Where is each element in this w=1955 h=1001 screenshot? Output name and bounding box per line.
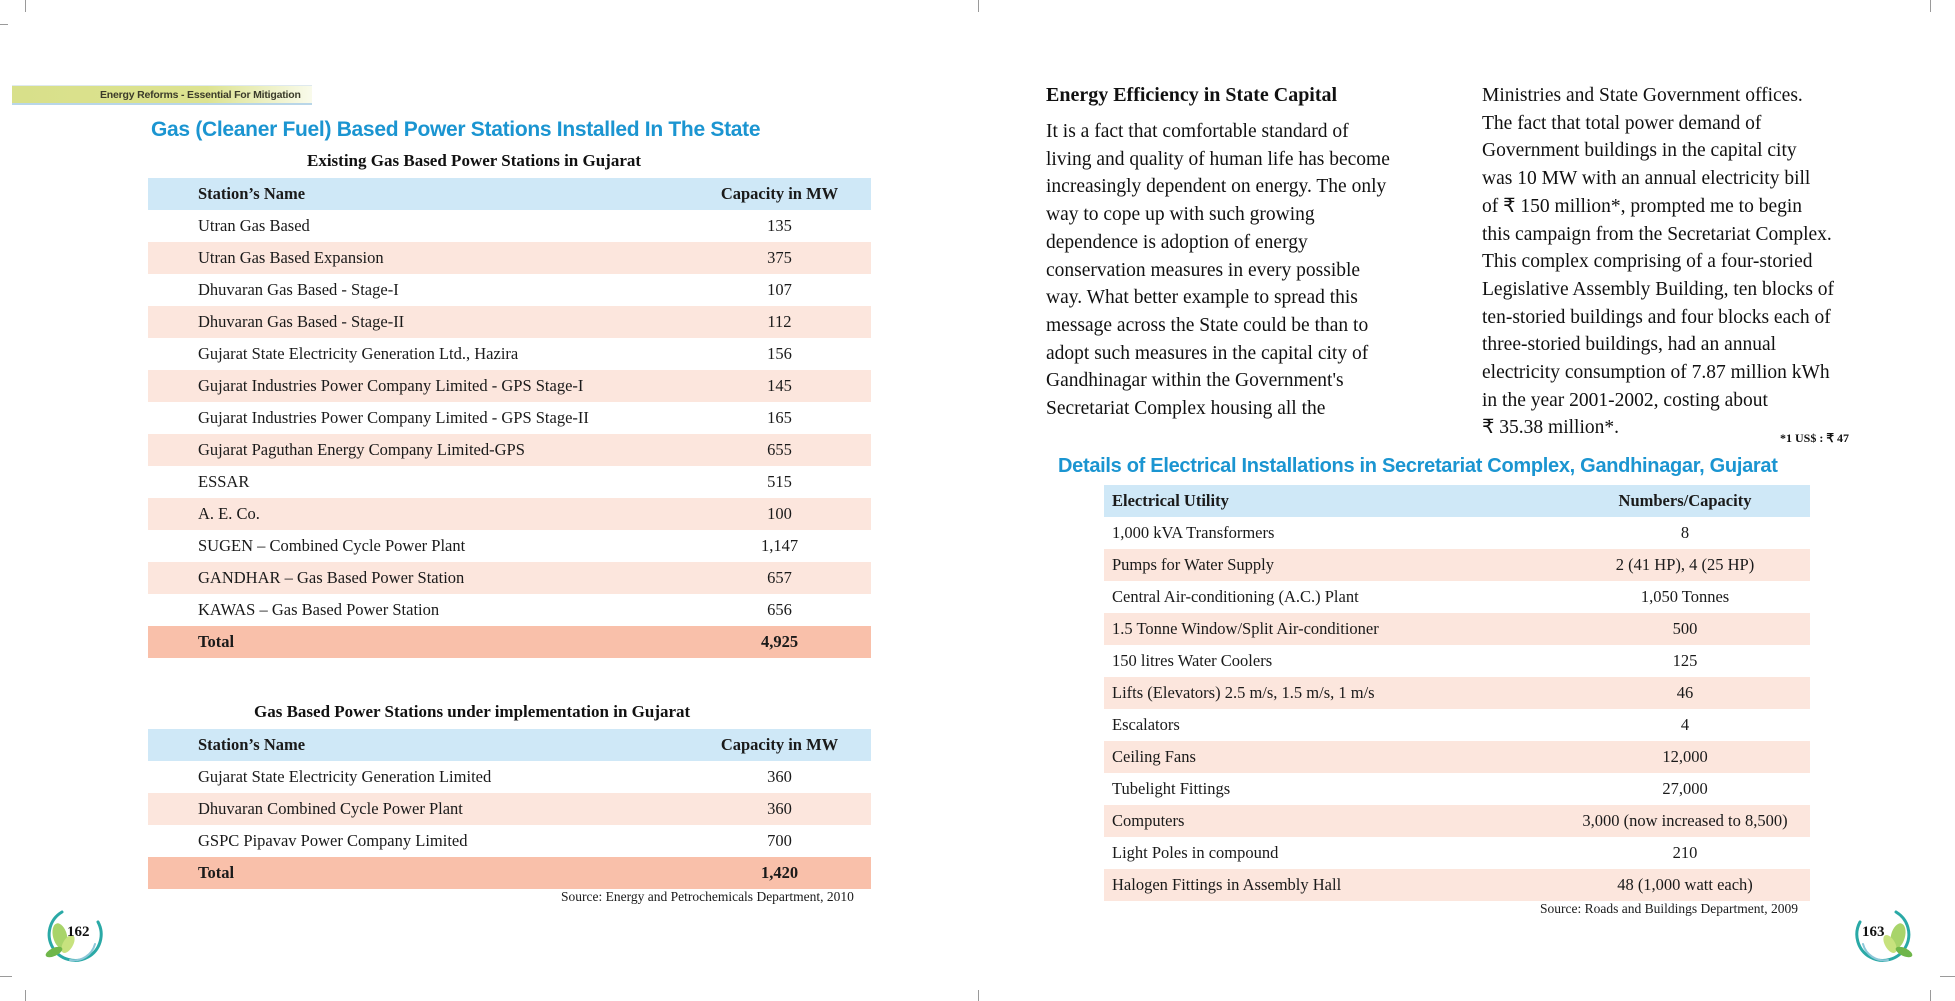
station-capacity: 360 xyxy=(767,767,792,786)
text-line: adopt such measures in the capital city of xyxy=(1046,342,1369,364)
utility-name: Central Air-conditioning (A.C.) Plant xyxy=(1112,587,1359,606)
crop-mark xyxy=(1930,990,1931,1001)
station-name: Dhuvaran Gas Based - Stage-II xyxy=(148,306,688,338)
utility-name: Halogen Fittings in Assembly Hall xyxy=(1104,869,1560,901)
utility-name: Tubelight Fittings xyxy=(1112,779,1231,798)
utility-value: 48 (1,000 watt each) xyxy=(1560,869,1810,901)
text-line: increasingly dependent on energy. The only xyxy=(1046,176,1387,198)
page-number-badge xyxy=(40,900,110,970)
currency-footnote: *1 US$ : ₹ 47 xyxy=(1780,431,1849,445)
station-name: Gujarat Industries Power Company Limited - GPS Stage-II xyxy=(198,408,589,427)
text-line: conservation measures in every possible xyxy=(1046,259,1361,281)
utility-name: 1,000 kVA Transformers xyxy=(1112,523,1275,542)
table-row xyxy=(1104,581,1810,613)
implementation-stations-table xyxy=(148,729,871,889)
utility-name: Ceiling Fans xyxy=(1104,741,1560,773)
station-name: Gujarat State Electricity Generation Ltd., Hazira xyxy=(198,344,519,363)
section-title: Gas (Cleaner Fuel) Based Power Stations Installed In The State xyxy=(151,118,761,141)
page-number: 162 xyxy=(67,924,90,940)
existing-table-caption: Existing Gas Based Power Stations in Gujarat xyxy=(307,151,642,170)
station-name: GSPC Pipavav Power Company Limited xyxy=(198,831,468,850)
table-row xyxy=(148,274,871,306)
text-line: this campaign from the Secretariat Complex. xyxy=(1482,223,1832,245)
crop-mark xyxy=(978,990,979,1001)
text-line: message across the State could be than to xyxy=(1046,314,1369,336)
utility-value: 500 xyxy=(1560,613,1810,645)
table-header-row xyxy=(148,729,871,761)
station-name: Gujarat State Electricity Generation Limited xyxy=(198,767,492,786)
text-line: ten-storied buildings and four blocks each of xyxy=(1482,306,1831,328)
text-line: electricity consumption of 7.87 million kWh xyxy=(1482,362,1830,384)
article-heading: Energy Efficiency in State Capital xyxy=(1046,84,1338,106)
table-row xyxy=(1104,517,1810,549)
table-row xyxy=(148,338,871,370)
column-header-station: Station’s Name xyxy=(148,178,688,210)
right-source-note: Source: Roads and Buildings Department, 2009 xyxy=(1540,901,1798,916)
table-row xyxy=(1104,613,1810,645)
utility-value: 4 xyxy=(1680,715,1690,734)
column-header-capacity: Numbers/Capacity xyxy=(1560,485,1810,517)
total-label: Total xyxy=(148,857,688,889)
text-line: Secretariat Complex housing all the xyxy=(1046,398,1326,420)
crop-mark xyxy=(0,976,12,977)
text-line: The fact that total power demand of xyxy=(1482,112,1762,134)
table-header-row xyxy=(1104,485,1810,517)
table-row xyxy=(148,530,871,562)
utility-name: 1.5 Tonne Window/Split Air-conditioner xyxy=(1104,613,1560,645)
station-capacity: 135 xyxy=(767,216,792,235)
utility-name: Lifts (Elevators) 2.5 m/s, 1.5 m/s, 1 m/s xyxy=(1104,677,1560,709)
crop-mark xyxy=(25,0,26,12)
column-header-capacity: Capacity in MW xyxy=(688,729,871,761)
utility-value: 3,000 (now increased to 8,500) xyxy=(1560,805,1810,837)
utility-name: Computers xyxy=(1104,805,1560,837)
text-line: Ministries and State Government offices. xyxy=(1482,85,1803,106)
station-name: Dhuvaran Combined Cycle Power Plant xyxy=(148,793,688,825)
utility-value: 8 xyxy=(1680,523,1690,542)
table-row xyxy=(148,498,871,530)
table-total-row xyxy=(148,857,871,889)
table-row xyxy=(148,761,871,793)
table-row xyxy=(1104,709,1810,741)
crop-mark xyxy=(25,990,26,1001)
text-line: of ₹ 150 million*, prompted me to begin xyxy=(1482,195,1803,217)
table-row xyxy=(148,402,871,434)
table-row xyxy=(148,793,871,825)
station-capacity: 360 xyxy=(688,793,871,825)
station-name: Dhuvaran Gas Based - Stage-I xyxy=(198,280,399,299)
table-header-row xyxy=(148,178,871,210)
text-line: It is a fact that comfortable standard of xyxy=(1046,121,1349,142)
station-capacity: 375 xyxy=(688,242,871,274)
column-header-utility: Electrical Utility xyxy=(1104,485,1560,517)
utility-value: 125 xyxy=(1672,651,1698,670)
column-header-station: Station’s Name xyxy=(148,729,688,761)
utility-name: Light Poles in compound xyxy=(1112,843,1279,862)
station-capacity: 657 xyxy=(688,562,871,594)
station-capacity: 700 xyxy=(767,831,792,850)
table-row xyxy=(1104,773,1810,805)
table-row xyxy=(1104,741,1810,773)
station-name: SUGEN – Combined Cycle Power Plant xyxy=(198,536,466,555)
station-name: GANDHAR – Gas Based Power Station xyxy=(148,562,688,594)
station-name: Utran Gas Based xyxy=(198,216,310,235)
implementation-table-caption: Gas Based Power Stations under implementation in Gujarat xyxy=(254,702,691,721)
table-row xyxy=(148,825,871,857)
station-capacity: 165 xyxy=(767,408,792,427)
crop-mark xyxy=(1930,0,1931,12)
running-header xyxy=(12,85,312,105)
text-line: way to cope up with such growing xyxy=(1046,204,1315,226)
running-header-text: Energy Reforms - Essential For Mitigation xyxy=(100,89,301,101)
existing-stations-table xyxy=(148,178,871,658)
table-row xyxy=(1104,805,1810,837)
article-column-2 xyxy=(1482,82,1834,442)
text-line: This complex comprising of a four-storied xyxy=(1482,251,1813,273)
text-line: Legislative Assembly Building, ten blocks of xyxy=(1482,278,1835,300)
text-line: living and quality of human life has become xyxy=(1046,148,1390,170)
text-line: was 10 MW with an annual electricity bill xyxy=(1482,168,1811,190)
table-row xyxy=(148,434,871,466)
article-column-1 xyxy=(1046,118,1390,423)
station-name: ESSAR xyxy=(198,472,250,491)
text-line: Gandhinagar within the Government's xyxy=(1046,370,1344,392)
station-name: Gujarat Paguthan Energy Company Limited-GPS xyxy=(148,434,688,466)
page-number: 163 xyxy=(1862,924,1885,940)
crop-mark xyxy=(0,24,8,25)
station-name: A. E. Co. xyxy=(148,498,688,530)
station-capacity: 100 xyxy=(688,498,871,530)
utility-value: 210 xyxy=(1672,843,1698,862)
text-line: dependence is adoption of energy xyxy=(1046,231,1308,253)
table-row xyxy=(1104,645,1810,677)
installations-table-title: Details of Electrical Installations in Secretariat Complex, Gandhinagar, Gujarat xyxy=(1058,455,1778,477)
utility-value: 1,050 Tonnes xyxy=(1640,587,1730,606)
text-line: in the year 2001-2002, costing about xyxy=(1482,389,1768,411)
utility-value: 46 xyxy=(1560,677,1810,709)
station-capacity: 1,147 xyxy=(760,536,799,555)
station-capacity: 656 xyxy=(767,600,792,619)
column-header-capacity: Capacity in MW xyxy=(688,178,871,210)
station-capacity: 515 xyxy=(767,472,792,491)
total-label: Total xyxy=(148,626,688,658)
crop-mark xyxy=(1940,976,1955,977)
left-source-note: Source: Energy and Petrochemicals Department, 2010 xyxy=(561,889,854,904)
table-row xyxy=(148,242,871,274)
table-row xyxy=(148,210,871,242)
utility-value: 12,000 xyxy=(1560,741,1810,773)
station-name: Gujarat Industries Power Company Limited - GPS Stage-I xyxy=(148,370,688,402)
table-row xyxy=(1104,869,1810,901)
table-total-row xyxy=(148,626,871,658)
station-capacity: 655 xyxy=(688,434,871,466)
table-row xyxy=(148,562,871,594)
table-row xyxy=(1104,677,1810,709)
table-row xyxy=(148,306,871,338)
station-capacity: 112 xyxy=(688,306,871,338)
station-capacity: 107 xyxy=(767,280,792,299)
text-line: way. What better example to spread this xyxy=(1046,287,1358,309)
total-value: 4,925 xyxy=(688,626,871,658)
utility-name: Pumps for Water Supply xyxy=(1104,549,1560,581)
station-capacity: 156 xyxy=(767,344,792,363)
utility-name: Escalators xyxy=(1112,715,1180,734)
crop-mark xyxy=(978,0,979,12)
text-line: ₹ 35.38 million*. xyxy=(1482,417,1619,439)
utility-name: 150 litres Water Coolers xyxy=(1112,651,1273,670)
text-line: Government buildings in the capital city xyxy=(1482,140,1797,162)
table-row xyxy=(1104,549,1810,581)
table-row xyxy=(1104,837,1810,869)
utility-value: 27,000 xyxy=(1662,779,1708,798)
station-name: Utran Gas Based Expansion xyxy=(148,242,688,274)
total-value: 1,420 xyxy=(688,857,871,889)
table-row xyxy=(148,594,871,626)
table-row xyxy=(148,466,871,498)
table-row xyxy=(148,370,871,402)
text-line: three-storied buildings, had an annual xyxy=(1482,334,1777,356)
station-name: KAWAS – Gas Based Power Station xyxy=(198,600,440,619)
station-capacity: 145 xyxy=(688,370,871,402)
electrical-installations-table xyxy=(1104,485,1810,901)
page-number-badge xyxy=(1848,900,1918,970)
utility-value: 2 (41 HP), 4 (25 HP) xyxy=(1560,549,1810,581)
